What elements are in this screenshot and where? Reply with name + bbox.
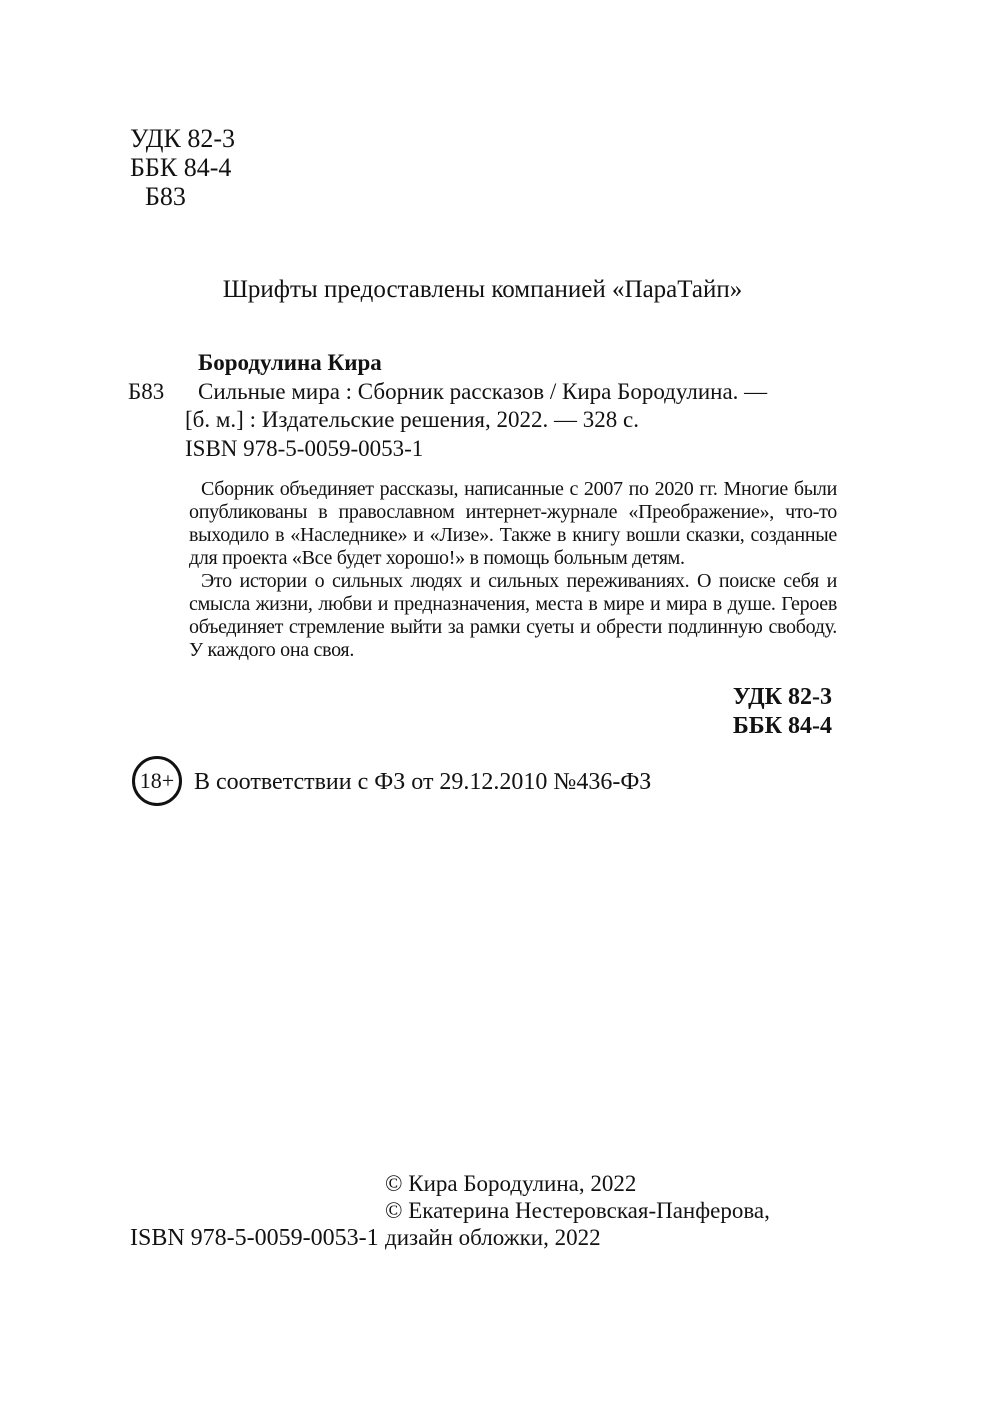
copyright-designer-line: © Екатерина Нестеровская-Панферова, xyxy=(385,1198,770,1223)
entry-code: Б83 xyxy=(128,378,165,404)
bibliographic-record xyxy=(0,349,1005,463)
biblio-title-line: Сильные мира : Сборник рассказов / Кира Бородулина. — xyxy=(198,378,768,404)
bbk-code: ББК 84-4 xyxy=(130,153,232,182)
copyright-block xyxy=(385,1170,770,1251)
age-restriction-badge xyxy=(132,756,182,806)
age-restriction-label: 18+ xyxy=(139,768,175,793)
udk-code: УДК 82-3 xyxy=(130,124,236,153)
classification-codes-top xyxy=(130,124,235,211)
biblio-isbn-line: ISBN 978-5-0059-0053-1 xyxy=(185,435,424,461)
biblio-publisher-line: [б. м.] : Издательские решения, 2022. — 328 с. xyxy=(185,407,639,432)
annotation-block xyxy=(189,478,837,662)
classification-codes-right xyxy=(733,683,832,741)
author-name: Бородулина Кира xyxy=(198,350,382,375)
copyright-author-line: © Кира Бородулина, 2022 xyxy=(385,1171,637,1196)
isbn-footer: ISBN 978-5-0059-0053-1 xyxy=(130,1225,379,1251)
author-sign-code: Б83 xyxy=(145,182,186,211)
copyright-designer-continuation: дизайн обложки, 2022 xyxy=(385,1225,601,1250)
annotation-paragraph-1: Сборник объединяет рассказы, написанные с 2007 по 2020 гг. Многие были опубликованы в православном интернет-журнале «Преображение», что-то выходило в «Наследнике» и «Лизе». Также в книгу вошли сказки, созданные для проекта «Все будет хорошо!» в помощь больным детям. xyxy=(189,478,837,569)
annotation-paragraph-2: Это истории о сильных людях и сильных переживаниях. О поиске себя и смысла жизни, любви и предназначения, места в мире и мира в душе. Героев объединяет стремление выйти за рамки суеты и обрести подлинную свободу. У каждого она своя. xyxy=(189,570,837,661)
udk-code-bold: УДК 82-3 xyxy=(732,684,832,710)
fonts-credit-line: Шрифты предоставлены компанией «ПараТайп» xyxy=(222,276,743,303)
law-compliance-text: В соответствии с ФЗ от 29.12.2010 №436-ФЗ xyxy=(194,769,652,795)
bbk-code-bold: ББК 84-4 xyxy=(732,713,832,739)
